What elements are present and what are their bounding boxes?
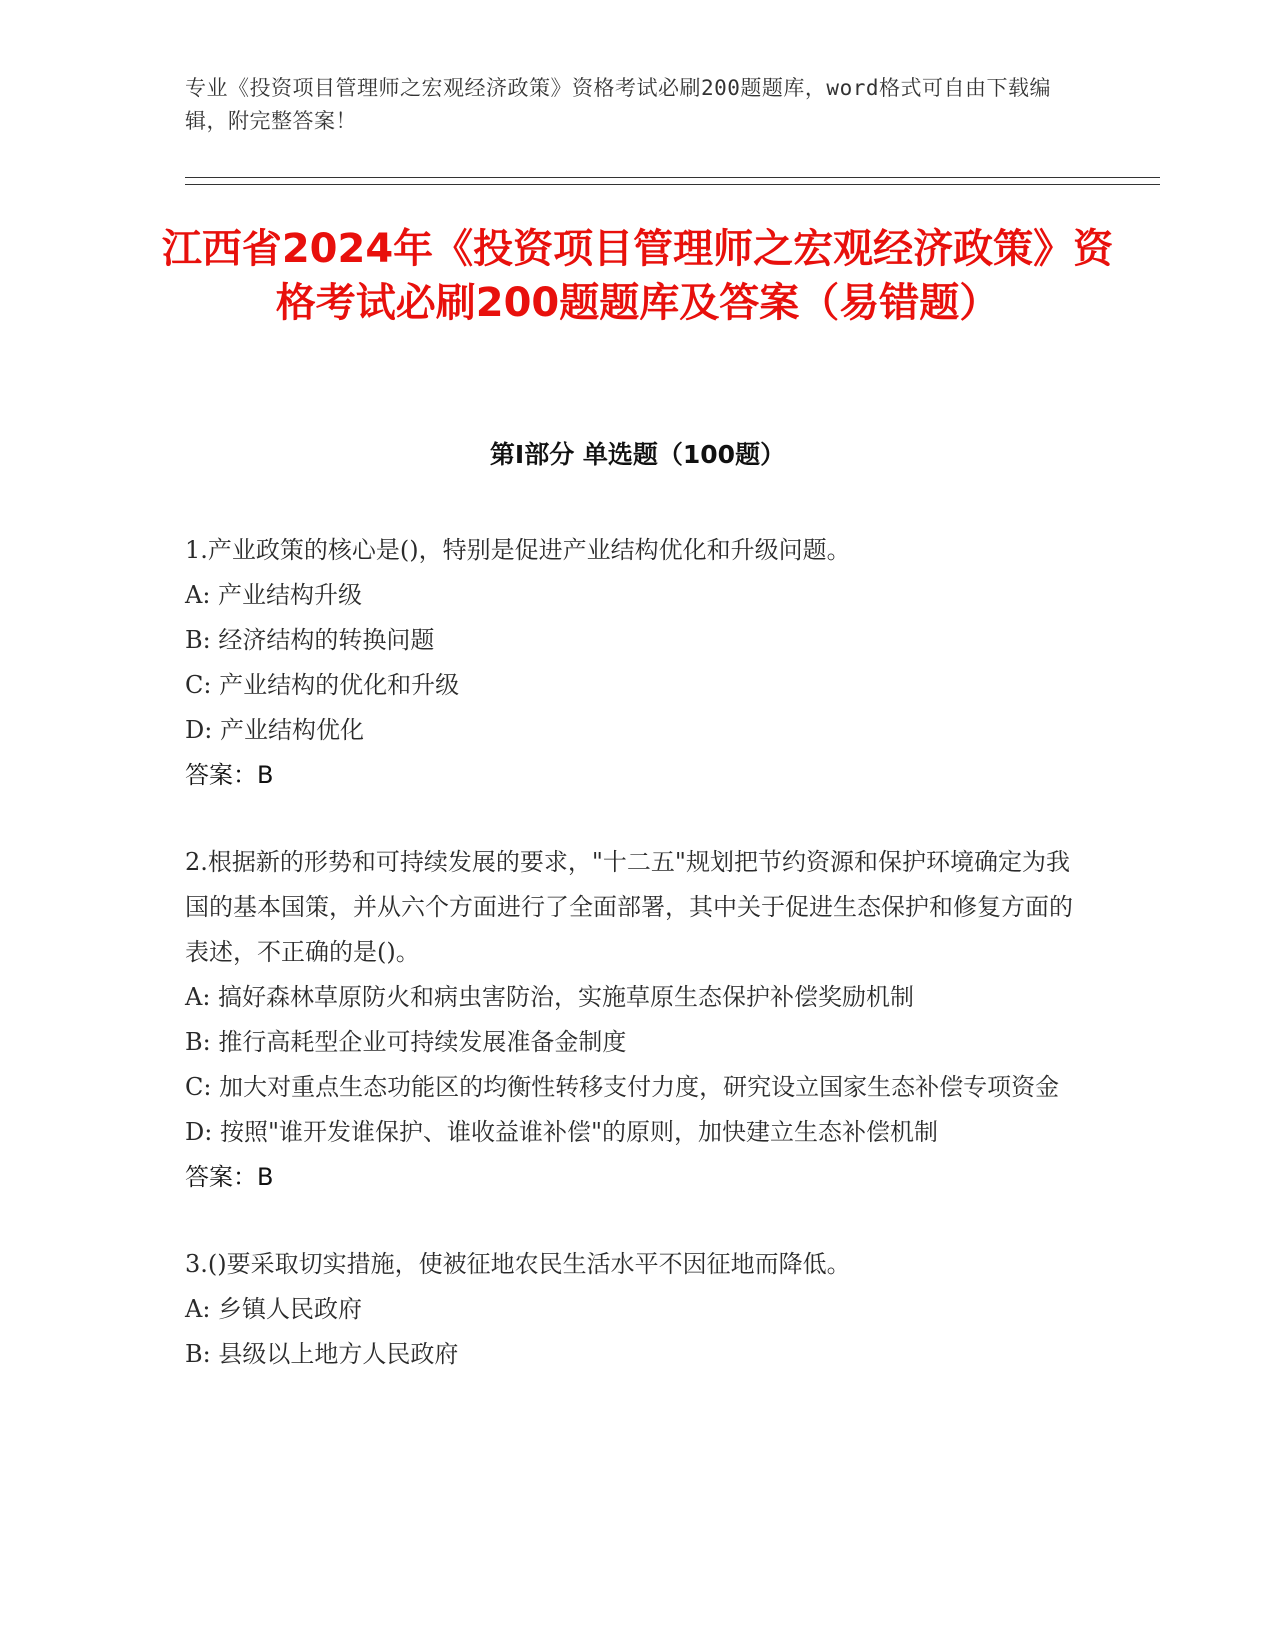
answer-line: 答案：B	[185, 761, 274, 789]
question-stem: 2.根据新的形势和可持续发展的要求，"十二五"规划把节约资源和保护环境确定为我国的基本国策，并从六个方面进行了全面部署，其中关于促进生态保护和修复方面的表述，不正确的是()。	[185, 848, 1073, 966]
option-b: B: 县级以上地方人民政府	[185, 1340, 459, 1368]
question-list	[185, 528, 1080, 1419]
header-divider	[185, 177, 1160, 185]
option-a: A: 搞好森林草原防火和病虫害防治，实施草原生态保护补偿奖励机制	[185, 983, 915, 1011]
question-1	[185, 528, 1080, 798]
question-stem: 3.()要采取切实措施，使被征地农民生活水平不因征地而降低。	[185, 1250, 851, 1278]
option-b: B: 推行高耗型企业可持续发展准备金制度	[185, 1028, 627, 1056]
option-c: C: 加大对重点生态功能区的均衡性转移支付力度，研究设立国家生态补偿专项资金	[185, 1073, 1060, 1101]
answer-line: 答案：B	[185, 1163, 274, 1191]
option-d: D: 产业结构优化	[185, 716, 364, 744]
option-c: C: 产业结构的优化和升级	[185, 671, 460, 699]
option-a: A: 产业结构升级	[185, 581, 363, 609]
question-2	[185, 840, 1080, 1200]
question-3	[185, 1242, 1080, 1377]
section-title: 第Ⅰ部分 单选题（100题）	[489, 440, 786, 469]
question-stem: 1.产业政策的核心是()，特别是促进产业结构优化和升级问题。	[185, 536, 851, 564]
option-d: D: 按照"谁开发谁保护、谁收益谁补偿"的原则，加快建立生态补偿机制	[185, 1118, 939, 1146]
option-b: B: 经济结构的转换问题	[185, 626, 435, 654]
document-title: 江西省2024年《投资项目管理师之宏观经济政策》资格考试必刷200题题库及答案（易错题）	[161, 226, 1114, 326]
option-a: A: 乡镇人民政府	[185, 1295, 363, 1323]
header-note: 专业《投资项目管理师之宏观经济政策》资格考试必刷200题题库，word格式可自由下载编辑，附完整答案！	[185, 76, 1051, 133]
